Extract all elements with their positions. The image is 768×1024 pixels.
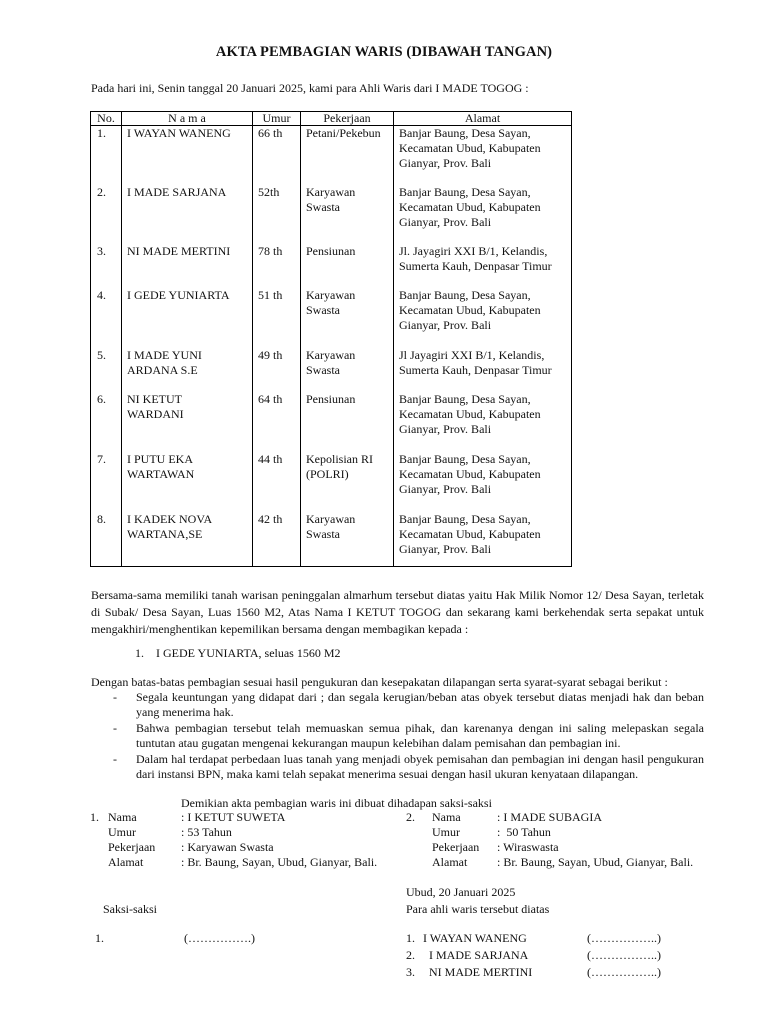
witness-1-pekerjaan: : Karyawan Swasta	[181, 840, 274, 854]
table-row	[91, 452, 572, 512]
cell-nama-line: NI KETUT	[127, 391, 182, 406]
witness-2-label-alamat: Alamat	[432, 855, 468, 869]
cell-no: 7.	[91, 452, 122, 512]
cell-alamat	[394, 512, 572, 567]
cell-pekerjaan	[301, 512, 394, 567]
header-pekerjaan: Pekerjaan	[301, 112, 394, 126]
heir-sign-name: I WAYAN WANENG	[423, 931, 527, 945]
cell-no: 4.	[91, 288, 122, 348]
cell-pekerjaan-line: Kepolisian RI	[306, 451, 373, 466]
heir-sign-line: (……………..)	[587, 931, 661, 945]
cell-umur: 42 th	[253, 512, 301, 567]
cell-umur: 52th	[253, 185, 301, 244]
conditions-intro: Dengan batas-batas pembagian sesuai hasil pengukuran dan kesepakatan dilapangan serta syarat-syarat sebagai berikut :	[91, 675, 668, 689]
cell-pekerjaan-line: Karyawan	[306, 511, 356, 526]
cell-nama-line: WARDANI	[127, 406, 184, 421]
cell-pekerjaan	[301, 288, 394, 348]
cell-no: 6.	[91, 392, 122, 452]
cell-nama-line: I MADE SARJANA	[127, 184, 227, 199]
heir-sign-name: I MADE SARJANA	[429, 948, 529, 962]
cell-no: 1.	[91, 126, 122, 185]
witness-2-label-nama: Nama	[432, 810, 461, 824]
cell-pekerjaan-line: Swasta	[306, 362, 340, 377]
cell-pekerjaan	[301, 185, 394, 244]
witness-2-label-umur: Umur	[432, 825, 460, 839]
bullet-dash: -	[113, 690, 117, 704]
saksi-sign-line: (…………….)	[184, 931, 255, 945]
cell-nama	[122, 185, 253, 244]
witness-2-pekerjaan: : Wiraswasta	[497, 840, 559, 854]
cell-alamat	[394, 185, 572, 244]
witness-2-label-pekerjaan: Pekerjaan	[432, 840, 480, 854]
cell-alamat-line: Kecamatan Ubud, Kabupaten	[399, 526, 541, 541]
heir-sign-name: NI MADE MERTINI	[429, 965, 533, 979]
witness-1-nama: : I KETUT SUWETA	[181, 810, 286, 824]
heir-sign-number: 3.	[406, 965, 415, 979]
cell-alamat-line: Banjar Baung, Desa Sayan,	[399, 511, 531, 526]
bullet-dash: -	[113, 721, 117, 735]
witness-2-number: 2.	[406, 810, 415, 824]
witness-1-label-alamat: Alamat	[108, 855, 144, 869]
cell-alamat-line: Banjar Baung, Desa Sayan,	[399, 287, 531, 302]
cell-umur: 64 th	[253, 392, 301, 452]
witness-1-label-umur: Umur	[108, 825, 136, 839]
cell-nama	[122, 392, 253, 452]
header-alamat: Alamat	[394, 112, 572, 126]
table-row	[91, 185, 572, 244]
cell-pekerjaan	[301, 126, 394, 185]
cell-nama	[122, 126, 253, 185]
witness-2-nama: : I MADE SUBAGIA	[497, 810, 602, 824]
table-row	[91, 348, 572, 392]
header-nama: N a m a	[122, 112, 253, 126]
table-row	[91, 288, 572, 348]
cell-nama	[122, 452, 253, 512]
cell-pekerjaan-line: (POLRI)	[306, 466, 349, 481]
cell-nama-line: WARTANA,SE	[127, 526, 203, 541]
cell-alamat-line: Banjar Baung, Desa Sayan,	[399, 451, 531, 466]
heirs-caption: Para ahli waris tersebut diatas	[406, 902, 550, 916]
cell-alamat-line: Sumerta Kauh, Denpasar Timur	[399, 258, 552, 273]
heir-sign-number: 2.	[406, 948, 415, 962]
witness-1-umur: : 53 Tahun	[181, 825, 232, 839]
condition-text: Bahwa pembagian tersebut telah memuaskan semua pihak, dan karenanya dengan ini saling melepaskan segala tuntutan atau gugatan mengenai kekurangan maupun kelebihan dalam pemisahan dan pembagian ini.	[136, 721, 704, 750]
cell-alamat-line: Gianyar, Prov. Bali	[399, 421, 492, 436]
body-paragraph: Bersama-sama memiliki tanah warisan peninggalan almarhum tersebut diatas yaitu Hak Milik Nomor 12/ Desa Sayan, terletak di Subak/ Desa Sayan, Luas 1560 M2, Atas Nama I KETUT TOGOG dan sekarang kami berkehendak serta sepakat untuk mengakhiri/menghentikan kepemilikan bersama dengan membagikan kepada :	[91, 588, 704, 636]
cell-no: 8.	[91, 512, 122, 567]
cell-nama-line: I MADE YUNI	[127, 347, 202, 362]
cell-pekerjaan	[301, 244, 394, 288]
witness-1-alamat: : Br. Baung, Sayan, Ubud, Gianyar, Bali.	[181, 855, 378, 869]
cell-pekerjaan-line: Swasta	[306, 302, 340, 317]
cell-pekerjaan-line: Karyawan	[306, 347, 356, 362]
cell-nama	[122, 288, 253, 348]
table-body	[91, 126, 572, 567]
heirs-table	[90, 111, 572, 567]
cell-alamat-line: Jl. Jayagiri XXI B/1, Kelandis,	[399, 243, 548, 258]
cell-alamat-line: Banjar Baung, Desa Sayan,	[399, 184, 531, 199]
heir-sign-number: 1.	[406, 931, 415, 945]
cell-pekerjaan	[301, 348, 394, 392]
cell-pekerjaan	[301, 452, 394, 512]
cell-nama-line: I GEDE YUNIARTA	[127, 287, 230, 302]
place-date: Ubud, 20 Januari 2025	[406, 885, 516, 899]
cell-nama-line: ARDANA S.E	[127, 362, 198, 377]
cell-nama	[122, 512, 253, 567]
cell-alamat-line: Gianyar, Prov. Bali	[399, 541, 492, 556]
cell-umur: 66 th	[253, 126, 301, 185]
cell-alamat	[394, 348, 572, 392]
cell-nama-line: NI MADE MERTINI	[127, 243, 231, 258]
document-title: AKTA PEMBAGIAN WARIS (DIBAWAH TANGAN)	[215, 44, 553, 60]
cell-alamat	[394, 452, 572, 512]
cell-no: 3.	[91, 244, 122, 288]
cell-pekerjaan-line: Karyawan	[306, 287, 356, 302]
heir-sign-line: (……………..)	[587, 948, 661, 962]
cell-alamat-line: Kecamatan Ubud, Kabupaten	[399, 302, 541, 317]
cell-pekerjaan-line: Petani/Pekebun	[306, 126, 381, 140]
witness-2-alamat: : Br. Baung, Sayan, Ubud, Gianyar, Bali.	[497, 855, 694, 869]
cell-pekerjaan	[301, 392, 394, 452]
table-row	[91, 512, 572, 567]
cell-alamat	[394, 126, 572, 185]
cell-nama	[122, 244, 253, 288]
table-row	[91, 126, 572, 185]
saksi-sign-number: 1.	[95, 931, 104, 945]
cell-nama-line: I PUTU EKA	[127, 451, 193, 466]
recipient-item: 1. I GEDE YUNIARTA, seluas 1560 M2	[135, 646, 341, 660]
bullet-dash: -	[113, 752, 117, 766]
cell-pekerjaan-line: Swasta	[306, 526, 340, 541]
cell-umur: 49 th	[253, 348, 301, 392]
cell-pekerjaan-line: Swasta	[306, 199, 340, 214]
cell-umur: 51 th	[253, 288, 301, 348]
cell-alamat-line: Kecamatan Ubud, Kabupaten	[399, 466, 541, 481]
cell-alamat-line: Gianyar, Prov. Bali	[399, 481, 492, 496]
cell-nama-line: I WAYAN WANENG	[127, 126, 231, 140]
witness-1-number: 1.	[90, 810, 99, 824]
cell-alamat-line: Gianyar, Prov. Bali	[399, 156, 492, 170]
cell-alamat-line: Kecamatan Ubud, Kabupaten	[399, 141, 541, 155]
header-umur: Umur	[253, 112, 301, 126]
table-row	[91, 244, 572, 288]
header-no: No.	[91, 112, 122, 126]
cell-pekerjaan-line: Pensiunan	[306, 243, 356, 258]
cell-nama-line: WARTAWAN	[127, 466, 195, 481]
cell-alamat-line: Gianyar, Prov. Bali	[399, 214, 492, 229]
cell-alamat-line: Jl Jayagiri XXI B/1, Kelandis,	[399, 347, 545, 362]
cell-alamat-line: Kecamatan Ubud, Kabupaten	[399, 199, 541, 214]
cell-pekerjaan-line: Pensiunan	[306, 391, 356, 406]
cell-alamat-line: Kecamatan Ubud, Kabupaten	[399, 406, 541, 421]
cell-nama-line: I KADEK NOVA	[127, 511, 213, 526]
table-row	[91, 392, 572, 452]
closing-statement: Demikian akta pembagian waris ini dibuat dihadapan saksi-saksi	[181, 796, 492, 810]
cell-alamat-line: Sumerta Kauh, Denpasar Timur	[399, 362, 552, 377]
cell-umur: 44 th	[253, 452, 301, 512]
cell-umur: 78 th	[253, 244, 301, 288]
heir-sign-line: (……………..)	[587, 965, 661, 979]
cell-alamat	[394, 392, 572, 452]
cell-alamat	[394, 244, 572, 288]
cell-pekerjaan-line: Karyawan	[306, 184, 356, 199]
condition-text: Segala keuntungan yang didapat dari ; dan segala kerugian/beban atas obyek tersebut diatas menjadi hak dan beban yang menerima hak.	[136, 690, 704, 719]
cell-alamat-line: Banjar Baung, Desa Sayan,	[399, 391, 531, 406]
cell-alamat-line: Gianyar, Prov. Bali	[399, 317, 492, 332]
table-header-row	[91, 112, 572, 126]
intro-text: Pada hari ini, Senin tanggal 20 Januari 2025, kami para Ahli Waris dari I MADE TOGOG :	[91, 81, 529, 95]
condition-text: Dalam hal terdapat perbedaan luas tanah yang menjadi obyek pemisahan dan pembagian ini dengan hasil pengukuran dari instansi BPN, maka kami telah sepakat menerima sesuai dengan hasil ukuran kenyataan dilapangan.	[136, 752, 704, 781]
cell-nama	[122, 348, 253, 392]
cell-no: 2.	[91, 185, 122, 244]
witness-1-label-nama: Nama	[108, 810, 137, 824]
cell-alamat	[394, 288, 572, 348]
witness-1-label-pekerjaan: Pekerjaan	[108, 840, 156, 854]
witness-2-umur: : 50 Tahun	[497, 825, 551, 839]
witnesses-label: Saksi-saksi	[103, 902, 157, 916]
cell-no: 5.	[91, 348, 122, 392]
cell-alamat-line: Banjar Baung, Desa Sayan,	[399, 126, 531, 140]
